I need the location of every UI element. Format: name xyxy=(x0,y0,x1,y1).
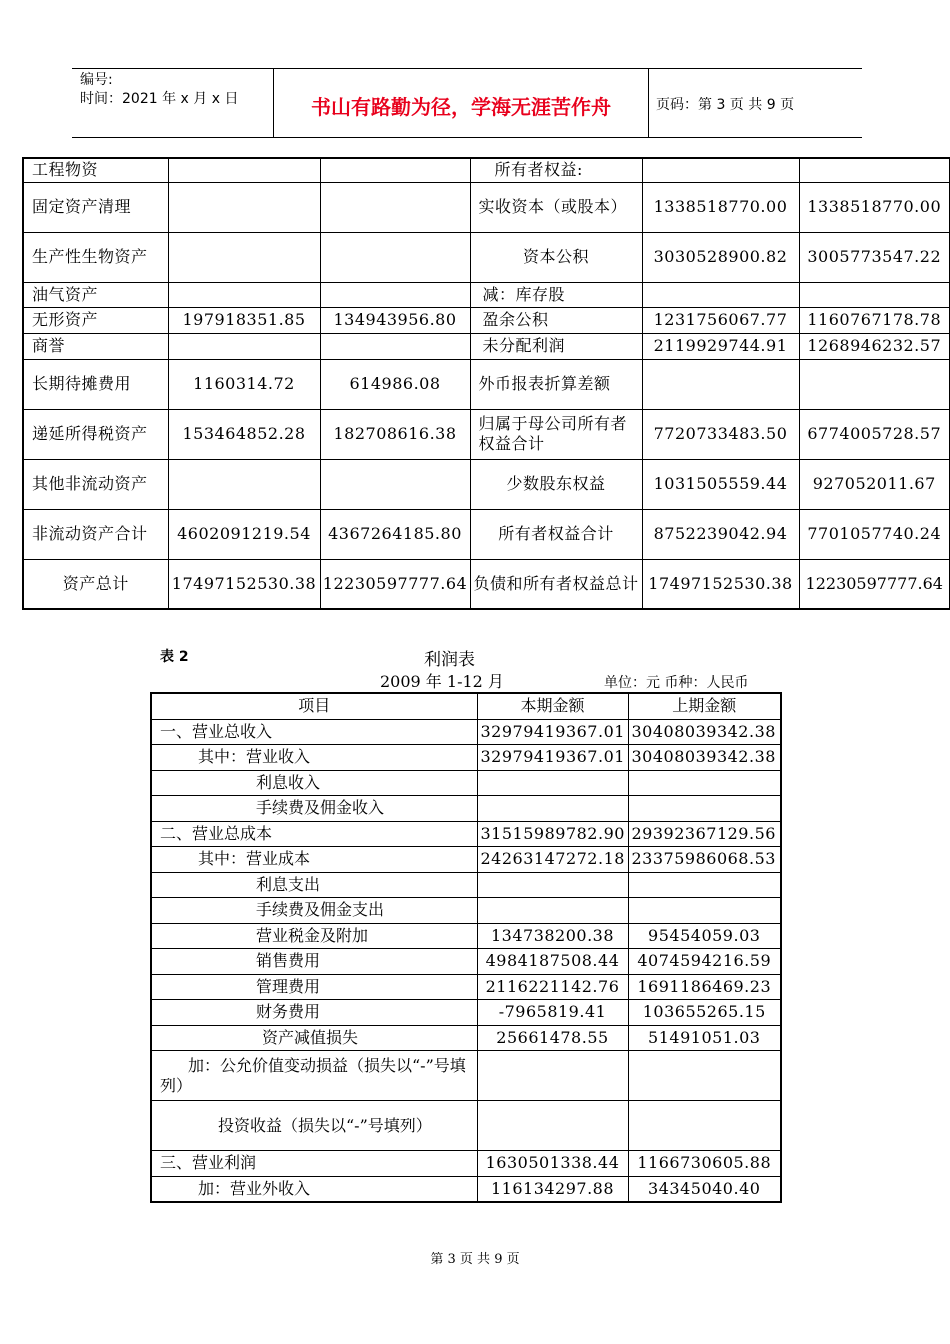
table-row xyxy=(23,509,950,559)
header-page-label: 页码：第 3 页 共 9 页 xyxy=(656,97,795,113)
income-current: 1630501338.44 xyxy=(477,1151,628,1177)
income-previous: 1166730605.88 xyxy=(628,1151,781,1177)
table-row xyxy=(23,182,950,232)
column-header: 上期金额 xyxy=(628,693,781,719)
income-item: 其中：营业成本 xyxy=(151,847,477,873)
table-row xyxy=(151,745,781,771)
equity-current: 8752239042.94 xyxy=(642,509,799,559)
equity-item: 未分配利润 xyxy=(470,333,642,359)
equity-current: 2119929744.91 xyxy=(642,333,799,359)
table-row xyxy=(23,409,950,459)
income-current: 32979419367.01 xyxy=(477,719,628,745)
income-previous: 95454059.03 xyxy=(628,923,781,949)
asset-current xyxy=(168,282,320,307)
equity-item: 减：库存股 xyxy=(470,282,642,307)
table-row xyxy=(151,1151,781,1177)
table-row xyxy=(151,796,781,822)
income-previous: 34345040.40 xyxy=(628,1176,781,1202)
equity-item: 归属于母公司所有者权益合计 xyxy=(470,409,642,459)
income-current xyxy=(477,898,628,924)
page-header xyxy=(72,68,862,138)
income-current: 25661478.55 xyxy=(477,1025,628,1051)
table-row xyxy=(151,1000,781,1026)
table-row xyxy=(23,282,950,307)
equity-previous: 6774005728.57 xyxy=(799,409,950,459)
equity-item: 少数股东权益 xyxy=(470,459,642,509)
equity-item: 负债和所有者权益总计 xyxy=(470,559,642,609)
income-item: 手续费及佣金收入 xyxy=(151,796,477,822)
income-item: 二、营业总成本 xyxy=(151,821,477,847)
asset-previous xyxy=(320,158,470,182)
income-previous: 30408039342.38 xyxy=(628,719,781,745)
table-row xyxy=(23,359,950,409)
asset-item: 固定资产清理 xyxy=(23,182,168,232)
income-item: 手续费及佣金支出 xyxy=(151,898,477,924)
income-previous: 51491051.03 xyxy=(628,1025,781,1051)
income-previous xyxy=(628,898,781,924)
equity-previous xyxy=(799,359,950,409)
table-label: 表 2 xyxy=(160,649,189,665)
asset-current: 1160314.72 xyxy=(168,359,320,409)
income-item: 利息支出 xyxy=(151,872,477,898)
table-row xyxy=(23,158,950,182)
income-previous: 103655265.15 xyxy=(628,1000,781,1026)
asset-item: 无形资产 xyxy=(23,307,168,333)
asset-current xyxy=(168,158,320,182)
table-row xyxy=(151,974,781,1000)
income-current: 31515989782.90 xyxy=(477,821,628,847)
asset-previous xyxy=(320,232,470,282)
income-statement-title: 利润表 xyxy=(424,650,475,670)
equity-item: 所有者权益: xyxy=(470,158,642,182)
table-row xyxy=(151,770,781,796)
equity-previous xyxy=(799,158,950,182)
asset-current: 17497152530.38 xyxy=(168,559,320,609)
income-previous: 30408039342.38 xyxy=(628,745,781,771)
asset-current xyxy=(168,459,320,509)
equity-previous: 927052011.67 xyxy=(799,459,950,509)
table-row xyxy=(151,949,781,975)
income-statement-period: 2009 年 1-12 月 xyxy=(380,672,504,691)
income-current: 134738200.38 xyxy=(477,923,628,949)
doc-number-label: 编号: xyxy=(80,72,113,88)
income-previous: 23375986068.53 xyxy=(628,847,781,873)
income-current: 2116221142.76 xyxy=(477,974,628,1000)
income-item: 利息收入 xyxy=(151,770,477,796)
asset-previous xyxy=(320,182,470,232)
equity-item: 外币报表折算差额 xyxy=(470,359,642,409)
table-row xyxy=(151,872,781,898)
column-header: 本期金额 xyxy=(477,693,628,719)
income-item: 一、营业总收入 xyxy=(151,719,477,745)
table-row xyxy=(23,232,950,282)
table-row xyxy=(151,821,781,847)
income-item: 财务费用 xyxy=(151,1000,477,1026)
equity-item: 所有者权益合计 xyxy=(470,509,642,559)
asset-current xyxy=(168,232,320,282)
income-current xyxy=(477,1051,628,1101)
table-row xyxy=(23,459,950,509)
income-previous xyxy=(628,770,781,796)
income-previous xyxy=(628,872,781,898)
asset-item: 商誉 xyxy=(23,333,168,359)
header-divider xyxy=(648,69,649,137)
income-previous xyxy=(628,796,781,822)
income-statement-table xyxy=(150,692,782,1203)
income-statement-unit: 单位：元 币种：人民币 xyxy=(604,675,749,691)
equity-current: 3030528900.82 xyxy=(642,232,799,282)
income-previous: 4074594216.59 xyxy=(628,949,781,975)
table-row xyxy=(151,847,781,873)
equity-current: 1231756067.77 xyxy=(642,307,799,333)
table-row xyxy=(151,923,781,949)
asset-previous: 12230597777.64 xyxy=(320,559,470,609)
income-current: 116134297.88 xyxy=(477,1176,628,1202)
income-previous: 29392367129.56 xyxy=(628,821,781,847)
doc-time-label: 时间：2021 年 x 月 x 日 xyxy=(80,91,239,107)
income-item: 三、营业利润 xyxy=(151,1151,477,1177)
asset-previous: 182708616.38 xyxy=(320,409,470,459)
asset-current xyxy=(168,333,320,359)
asset-previous: 614986.08 xyxy=(320,359,470,409)
income-current: 24263147272.18 xyxy=(477,847,628,873)
table-row xyxy=(151,1051,781,1101)
asset-item: 生产性生物资产 xyxy=(23,232,168,282)
equity-previous: 1338518770.00 xyxy=(799,182,950,232)
equity-previous: 3005773547.22 xyxy=(799,232,950,282)
income-current: -7965819.41 xyxy=(477,1000,628,1026)
equity-current: 1031505559.44 xyxy=(642,459,799,509)
page-footer: 第 3 页 共 9 页 xyxy=(430,1252,520,1267)
table-row xyxy=(151,898,781,924)
equity-current xyxy=(642,158,799,182)
equity-current: 7720733483.50 xyxy=(642,409,799,459)
asset-previous xyxy=(320,459,470,509)
equity-current: 17497152530.38 xyxy=(642,559,799,609)
equity-current: 1338518770.00 xyxy=(642,182,799,232)
income-previous xyxy=(628,1101,781,1151)
equity-previous: 1268946232.57 xyxy=(799,333,950,359)
income-previous: 1691186469.23 xyxy=(628,974,781,1000)
table-row xyxy=(23,333,950,359)
equity-item: 盈余公积 xyxy=(470,307,642,333)
asset-item: 其他非流动资产 xyxy=(23,459,168,509)
income-item: 其中：营业收入 xyxy=(151,745,477,771)
income-current xyxy=(477,770,628,796)
asset-current: 197918351.85 xyxy=(168,307,320,333)
income-current: 4984187508.44 xyxy=(477,949,628,975)
asset-previous: 4367264185.80 xyxy=(320,509,470,559)
equity-previous: 1160767178.78 xyxy=(799,307,950,333)
equity-item: 实收资本（或股本） xyxy=(470,182,642,232)
equity-current xyxy=(642,359,799,409)
asset-previous xyxy=(320,282,470,307)
income-current: 32979419367.01 xyxy=(477,745,628,771)
table-row xyxy=(151,719,781,745)
equity-previous: 7701057740.24 xyxy=(799,509,950,559)
asset-current: 153464852.28 xyxy=(168,409,320,459)
income-current xyxy=(477,796,628,822)
income-item: 加：公允价值变动损益（损失以“-”号填列） xyxy=(151,1051,477,1101)
income-item: 营业税金及附加 xyxy=(151,923,477,949)
asset-current xyxy=(168,182,320,232)
header-motto: 书山有路勤为径，学海无涯苦作舟 xyxy=(311,95,611,119)
equity-previous xyxy=(799,282,950,307)
asset-item: 油气资产 xyxy=(23,282,168,307)
income-item: 投资收益（损失以“-”号填列） xyxy=(151,1101,477,1151)
asset-item: 非流动资产合计 xyxy=(23,509,168,559)
income-current xyxy=(477,872,628,898)
asset-item: 递延所得税资产 xyxy=(23,409,168,459)
table-row xyxy=(151,1025,781,1051)
asset-item: 资产总计 xyxy=(23,559,168,609)
income-item: 销售费用 xyxy=(151,949,477,975)
income-current xyxy=(477,1101,628,1151)
table-row xyxy=(151,1101,781,1151)
balance-sheet-table xyxy=(22,157,950,610)
income-item: 资产减值损失 xyxy=(151,1025,477,1051)
equity-current xyxy=(642,282,799,307)
column-header: 项目 xyxy=(151,693,477,719)
income-item: 管理费用 xyxy=(151,974,477,1000)
header-meta xyxy=(80,71,270,109)
asset-item: 长期待摊费用 xyxy=(23,359,168,409)
asset-previous xyxy=(320,333,470,359)
table-row xyxy=(23,559,950,609)
asset-previous: 134943956.80 xyxy=(320,307,470,333)
table-row xyxy=(23,307,950,333)
asset-item: 工程物资 xyxy=(23,158,168,182)
income-item: 加：营业外收入 xyxy=(151,1176,477,1202)
equity-item: 资本公积 xyxy=(470,232,642,282)
asset-current: 4602091219.54 xyxy=(168,509,320,559)
equity-previous: 12230597777.64 xyxy=(799,559,950,609)
income-previous xyxy=(628,1051,781,1101)
table-row xyxy=(151,1176,781,1202)
table-header-row xyxy=(151,693,781,719)
